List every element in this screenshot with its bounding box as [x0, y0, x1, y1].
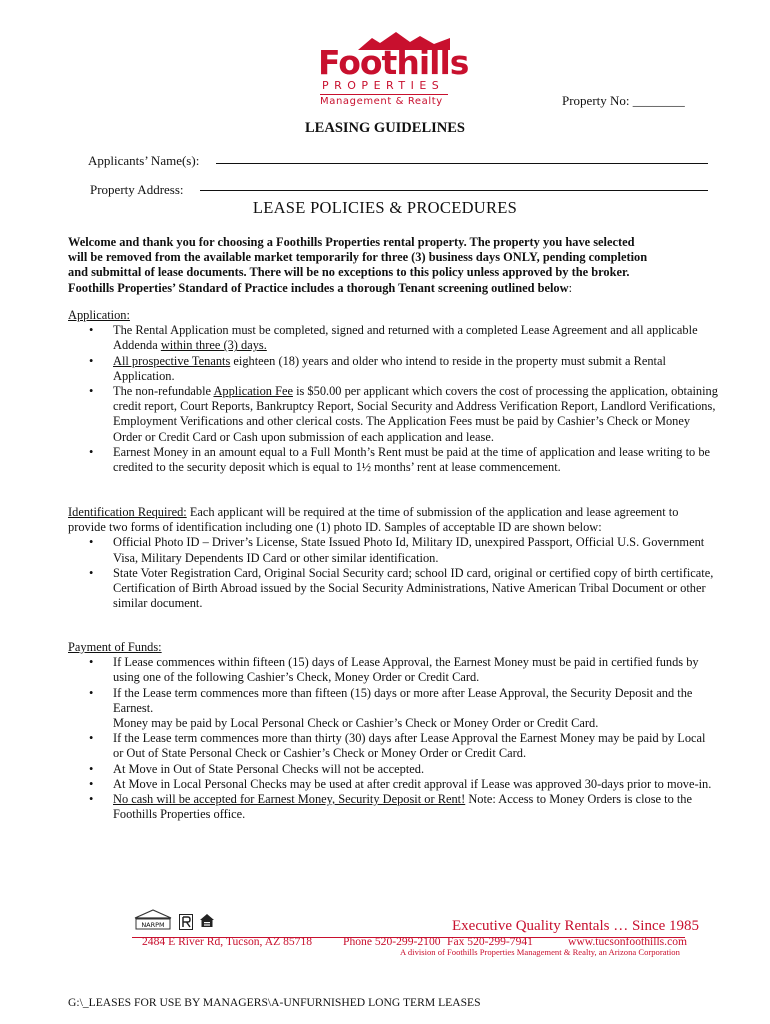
application-bullet-4: Earnest Money in an amount equal to a Full Month’s Rent must be paid at the time of application and lease writing to be credited to the security deposit which is equal to 1½ months’ rent at lease commencement.	[113, 444, 711, 475]
list-item	[68, 686, 718, 716]
application-bullet-3-underlined: Application Fee	[213, 384, 293, 399]
file-path: G:\_LEASES FOR USE BY MANAGERS\A-UNFURNISHED LONG TERM LEASES	[68, 996, 481, 1009]
intro-paragraph	[68, 235, 713, 296]
property-number: Property No: ________	[562, 93, 685, 108]
property-address-label: Property Address:	[90, 182, 184, 197]
list-item	[68, 535, 718, 565]
application-bullet-3-pre: The non-refundable	[113, 384, 214, 399]
intro-line-3: and submittal of lease documents. There will be no exceptions to this policy unless approved by the broker.	[68, 265, 630, 280]
payment-bullet-5: At Move in Local Personal Checks may be used at after credit approval if Lease was approved 30-days prior to move-in.	[113, 776, 712, 791]
identification-section	[68, 505, 718, 611]
payment-bullet-1: If Lease commences within fifteen (15) days of Lease Approval, the Earnest Money must be paid in certified funds by using one of the following Cashier’s Check, Money Order or Credit Card.	[113, 655, 699, 685]
application-bullet-1-underlined: within three (3) days.	[160, 338, 267, 353]
footer-address: 2484 E River Rd, Tucson, AZ 85718	[142, 935, 313, 948]
list-item	[68, 777, 718, 792]
payment-bullet-2-continuation: Money may be paid by Local Personal Check or Cashier’s Check or Money Order or Credit Card.	[113, 716, 599, 731]
narpm-icon-label: NARPM	[141, 921, 165, 929]
footer-logos	[133, 908, 223, 932]
payment-bullet-4: At Move in Out of State Personal Checks will not be accepted.	[113, 761, 425, 776]
application-bullet-2: eighteen (18) years and older who intend to reside in the property must submit a Rental Application.	[113, 353, 666, 383]
list-item	[68, 731, 718, 761]
application-bullet-3: is $50.00 per applicant which covers the cost of processing the application, obtaining credit report, Court Reports, Bankruptcy Report, Social Security and Address Verification Report, Landlord Verifications, Employment Verifications and other clerical costs. The Application Fees must be paid by Cashier’s Check or Money Order or Credit Card or Cash upon submission of each application and lease.	[113, 384, 718, 444]
application-bullet-2-underlined: All prospective Tenants	[113, 353, 231, 368]
application-section	[68, 308, 718, 475]
intro-colon: :	[568, 280, 573, 295]
list-item	[68, 445, 718, 475]
payment-title: Payment of Funds:	[68, 640, 162, 654]
payment-bullet-2: If the Lease term commences more than fifteen (15) days or more after Lease Approval, the Security Deposit and the Earnest.	[113, 685, 693, 715]
list-item	[68, 792, 718, 822]
intro-line-4: Foothills Properties’ Standard of Practice includes a thorough Tenant screening outlined below	[68, 280, 569, 295]
footer-phone: Phone 520-299-2100	[343, 935, 441, 948]
footer-division: A division of Foothills Properties Management & Realty, an Arizona Corporation	[400, 947, 680, 957]
applicants-label: Applicants’ Name(s):	[88, 153, 200, 168]
main-heading: LEASE POLICIES & PROCEDURES	[252, 198, 518, 217]
payment-bullet-6: Note: Access to Money Orders is close to the Foothills Properties office.	[113, 792, 693, 822]
logo-tagline: Management & Realty	[320, 96, 443, 107]
identification-bullet-1: Official Photo ID – Driver’s License, State Issued Photo Id, Military ID, unexpired Passport, Official U.S. Government Visa, Military Dependents ID Card or other similar identification.	[113, 535, 705, 565]
payment-bullet-3: If the Lease term commences more than thirty (30) days after Lease Approval the Earnest Money may be paid by Local or Out of State Personal Check or Cashier’s Check or Money Order or Credit Card.	[113, 731, 706, 761]
application-title: Application:	[68, 308, 130, 322]
identification-bullet-2: State Voter Registration Card, Original Social Security card; school ID card, original or certified copy of birth certificate, Certification of Birth Abroad issued by the Social Security Administrations, Native American Tribal Document or other similar document.	[113, 565, 714, 611]
list-item	[68, 566, 718, 612]
list-item	[68, 323, 718, 353]
list-item	[68, 354, 718, 384]
list-item	[68, 762, 718, 777]
footer-fax: Fax 520-299-7941	[447, 935, 533, 948]
logo-divider	[320, 94, 448, 95]
company-logo	[318, 30, 469, 107]
identification-text: Each applicant will be required at the time of submission of the application and lease agreement to provide two forms of identification including one (1) photo ID. Samples of acceptable ID are shown below:	[68, 505, 679, 535]
footer-slogan: Executive Quality Rentals … Since 1985	[452, 918, 700, 934]
equal-housing-icon	[199, 913, 215, 929]
property-address-field[interactable]	[200, 190, 708, 191]
identification-paragraph	[68, 505, 718, 535]
list-item	[68, 384, 718, 445]
list-item	[68, 655, 718, 685]
footer-website-link[interactable]: www.tucsonfoothills.com	[568, 935, 688, 948]
payment-bullet-6-underlined: No cash will be accepted for Earnest Money, Security Deposit or Rent!	[113, 792, 466, 807]
logo-subtitle: PROPERTIES	[322, 79, 445, 92]
logo-name: Foothills	[318, 43, 469, 82]
payment-section	[68, 640, 718, 822]
application-bullet-1: The Rental Application must be completed, signed and returned with a completed Lease Agreement and all applicable Addenda	[113, 323, 698, 353]
realtor-icon	[179, 914, 193, 930]
identification-title: Identification Required:	[68, 505, 187, 519]
page-title: LEASING GUIDELINES	[305, 120, 465, 136]
intro-line-1: Welcome and thank you for choosing a Foothills Properties rental property. The property you have selected	[68, 235, 635, 249]
applicants-name-field[interactable]	[216, 163, 708, 164]
intro-line-2: will be removed from the available market temporarily for three (3) business days ONLY, pending completion	[68, 250, 648, 265]
